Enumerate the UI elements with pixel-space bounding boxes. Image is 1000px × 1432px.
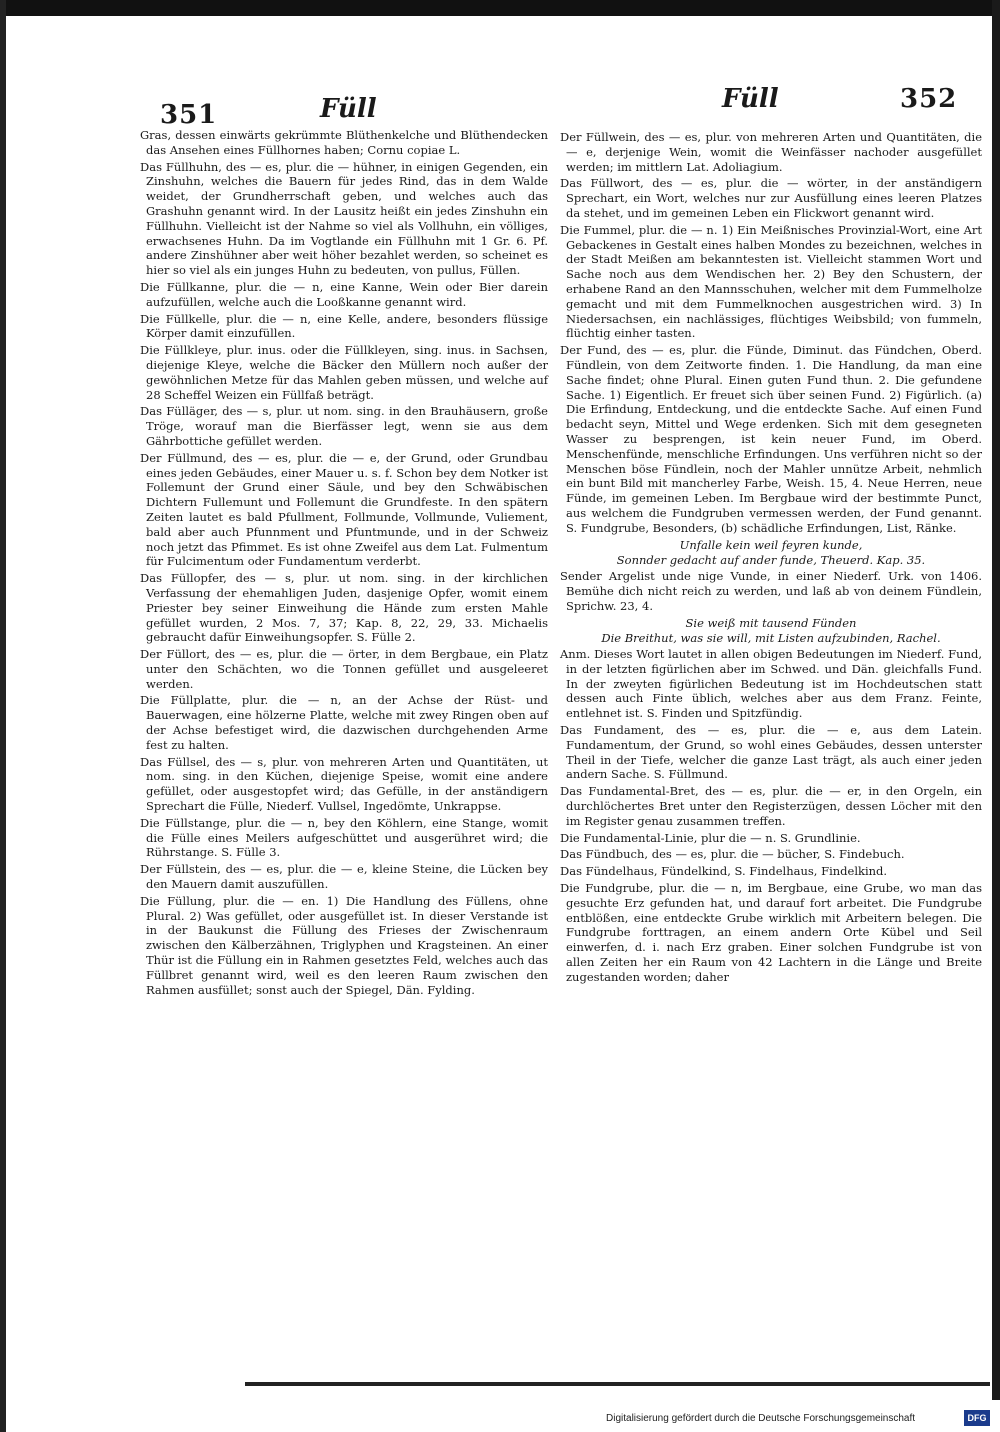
entry: Der Füllmund, des — es, plur. die — e, der Grund, oder Grundbau eines jeden Gebäudes, einer Mauer u. s. f. Schon bey dem Notker ist Follemunt der Grund einer Säule, und bey den Schwäbischen Dichtern Fullemunt und Follemunt die Grundfeste. In den spätern Zeiten lautet es bald Pfullment, Follmunde, Vollmunde, Vuliement, bald aber auch Pfunnment und Pfuntmunde, und in der Schweiz noch jetzt das Pfimmet. Es ist ohne Zweifel aus dem Lat. Fulmentum für Fulcimentum oder Fundamentum verderbt.	[140, 450, 548, 569]
entry: Die Füllplatte, plur. die — n, an der Achse der Rüst- und Bauerwagen, eine hölzerne Platte, welche mit zwey Ringen oben auf der Achse befestiget wird, die dazwischen durchgehenden Arme fest zu halten.	[140, 693, 548, 752]
entry: Die Fundgrube, plur. die — n, im Bergbaue, eine Grube, wo man das gesuchte Erz gefunden hat, und darauf fort arbeitet. Die Fundgrube entblößen, eine entdeckte Grube wirklich mit Arbeitern belegen. Die Fundgrube forttragen, an einem andern Orte Kübel und Seil einwerfen, d. i. nach Erz graben. Einer solchen Fundgrube ist von allen Zeiten her ein Raum von 42 Lachtern in die Länge und Breite zugestanden worden; daher	[560, 881, 982, 984]
scan-top-edge	[0, 0, 1000, 16]
verse-line: Sonnder gedacht auf ander funde, Theuerd. Kap. 35.	[616, 553, 926, 568]
entry: Das Fülläger, des — s, plur. ut nom. sing. in den Brauhäusern, große Tröge, worauf man die Bierfässer legt, wenn sie aus dem Gährbottiche gefüllet werden.	[140, 404, 548, 448]
entry: Gras, dessen einwärts gekrümmte Blüthenkelche und Blüthendecken das Ansehen eines Füllhornes haben; Cornu copiae L.	[140, 128, 548, 157]
entry: Der Füllstein, des — es, plur. die — e, kleine Steine, die Lücken bey den Mauern damit auszufüllen.	[140, 862, 548, 892]
scan-right-edge	[992, 0, 1000, 1400]
entry: Der Fund, des — es, plur. die Fünde, Diminut. das Fündchen, Oberd. Fündlein, von dem Zeitworte finden. 1. Die Handlung, da man eine Sache findet; ohne Plural. Einen guten Fund thun. 2. Die gefundene Sache. 1) Eigentlich. Er freuet sich über seinen Fund. 2) Figürlich. (a) Die Erfindung, Entdeckung, und die entdeckte Sache. Auf einen Fund bedacht seyn, Mittel und Wege erdenken. Sich mit dem gesegneten Wasser zu besprengen, ist kein neuer Fund, im Oberd. Menschenfünde, menschliche Erfindungen. Uns verführen nicht so der Menschen böse Fündlein, noch der Mahler unnütze Arbeit, nehmlich ein bunt Bild mit mancherley Farbe, Weish. 15, 4. Neue Herren, neue Fünde, im gemeinen Leben. Im Bergbaue wird der bestimmte Punct, aus welchem die Fundgruben vermessen werden, der Fund genannt. S. Fundgrube, Besonders, (b) schädliche Erfindungen, List, Ränke.	[560, 343, 982, 535]
entry: Die Füllstange, plur. die — n, bey den Köhlern, eine Stange, womit die Fülle eines Meilers aufgeschüttet und ausgerühret wird; die Rührstange. S. Fülle 3.	[140, 815, 548, 860]
entry: Die Füllkelle, plur. die — n, eine Kelle, andere, besonders flüssige Körper damit einzufüllen.	[140, 311, 548, 341]
entry: Das Fündbuch, des — es, plur. die — bücher, S. Findebuch.	[560, 847, 905, 862]
scan-left-edge	[0, 0, 6, 1432]
digitization-credit: Digitalisierung gefördert durch die Deutsche Forschungsgemeinschaft	[606, 1413, 916, 1424]
entry: Die Füllung, plur. die — en. 1) Die Handlung des Füllens, ohne Plural. 2) Was gefüllet, oder ausgefüllet ist. In dieser Verstande ist in der Baukunst die Füllung des Frieses der Zwischenraum zwischen den Kälberzähnen, Triglyphen und Kragsteinen. An einer Thür ist die Füllung ein in Rahmen gesetztes Feld, welches auch das Füllbret genannt wird, weil es den leeren Raum zwischen den Rahmen ausfüllet; sonst auch der Spiegel, Dän. Fylding.	[140, 893, 548, 997]
verse-line: Sie weiß mit tausend Fünden	[685, 615, 857, 630]
left-page-number: 351	[160, 100, 218, 130]
bottom-rule	[245, 1382, 990, 1386]
entry: Das Füllhuhn, des — es, plur. die — hühner, in einigen Gegenden, ein Zinshuhn, welches die Bauern für jedes Rind, das in dem Walde weidet, der Grundherrschaft geben, und welches auch das Grashuhn genannt wird. In der Lausitz heißt ein jedes Zinshuhn ein Füllhuhn. Vielleicht ist der Nahme so viel als Vollhuhn, ein völliges, erwachsenes Huhn. Da im Vogtlande ein Füllhuhn mit 1 Gr. 6. Pf. andere Zinshühner aber weit höher bezahlet werden, so scheinet es hier so viel als ein junges Huhn zu bedeuten, von pullus, Füllen.	[140, 159, 548, 278]
entry: Das Fündelhaus, Fündelkind, S. Findelhaus, Findelkind.	[560, 864, 888, 879]
entry: Das Füllwort, des — es, plur. die — wörter, in der anständigern Sprechart, ein Wort, welches nur zur Ausfüllung eines leeren Platzes da stehet, und im gemeinen Leben ein Flickwort genannt wird.	[560, 176, 982, 220]
entry: Das Fundamental-Bret, des — es, plur. die — er, in den Orgeln, ein durchlöchertes Bret unter den Registerzügen, dessen Löcher mit den im Register genau zusammen treffen.	[560, 784, 982, 828]
entry: Das Füllsel, des — s, plur. von mehreren Arten und Quantitäten, ut nom. sing. in den Küchen, diejenige Speise, womit eine andere gefüllet, oder ausgestopfet wird; das Gefülle, in der anständigern Sprechart die Fülle, Niederf. Vullsel, Ingedömte, Unkrappse.	[140, 754, 548, 814]
entry: Die Fundamental-Linie, plur die — n. S. Grundlinie.	[560, 830, 861, 845]
dfg-logo: DFG	[964, 1410, 990, 1426]
entry: Die Füllkleye, plur. inus. oder die Füllkleyen, sing. inus. in Sachsen, diejenige Kleye, welche die Bäcker den Müllern noch außer der gewöhnlichen Metze für das Mahlen geben müssen, und welche auf 28 Scheffel Weizen ein Füllfaß beträgt.	[140, 343, 548, 402]
entry: Der Füllwein, des — es, plur. von mehreren Arten und Quantitäten, die — e, derjenige Wein, womit die Weinfässer nachoder ausgefüllet werden; im mittlern Lat. Adoliagium.	[560, 130, 982, 174]
left-column	[140, 128, 548, 999]
left-running-head: Füll	[320, 94, 377, 124]
entry: Sender Argelist unde nige Vunde, in einer Niederf. Urk. von 1406. Bemühe dich nicht reich zu werden, und laß ab von deinem Fündlein, Sprichw. 23, 4.	[560, 569, 982, 613]
right-page-number: 352	[900, 84, 958, 114]
entry: Der Füllort, des — es, plur. die — örter, in dem Bergbaue, ein Platz unter den Schächten, wo die Tonnen gefüllet und ausgeleeret werden.	[140, 647, 548, 691]
right-running-head: Füll	[722, 84, 779, 114]
entry: Anm. Dieses Wort lautet in allen obigen Bedeutungen im Niederf. Fund, in der letzten figürlichen aber im Schwed. und Dän. gleichfalls Fund. In der zweyten figürlichen Bedeutung ist im Hochdeutschen statt dessen auch Finte üblich, welches aber aus dem Franz. Feinte, entlehnet ist. S. Finden und Spitzfündig.	[560, 647, 982, 721]
entry: Das Füllopfer, des — s, plur. ut nom. sing. in der kirchlichen Verfassung der ehemahligen Juden, dasjenige Opfer, womit einem Priester bey seiner Einweihung die Hände zum ersten Mahle gefüllet wurden, 2 Mos. 7, 37; Kap. 8, 22, 29, 33. Michaelis gebraucht dafür Einweihungsopfer. S. Fülle 2.	[140, 571, 548, 645]
entry: Die Fummel, plur. die — n. 1) Ein Meißnisches Provinzial-Wort, eine Art Gebackenes in Gestalt eines halben Mondes zu bezeichnen, welches in der Stadt Meißen am bekanntesten ist. Vielleicht stammen Wort und Sache noch aus dem Wendischen her. 2) Bey den Schustern, der erhabene Rand an den Mannsschuhen, welcher mit dem Fummelholze gemacht und mit dem Fummelknochen ausgestrichen wird. 3) In Niedersachsen, ein nachlässiges, flüchtiges Weibsbild; von fummeln, flüchtig einher tasten.	[560, 222, 982, 341]
entry: Das Fundament, des — es, plur. die — e, aus dem Latein. Fundamentum, der Grund, so wohl eines Gebäudes, dessen unterster Theil in der Tiefe, welcher die ganze Last trägt, als auch einer jeden andern Sache. S. Füllmund.	[560, 723, 982, 782]
right-column	[560, 130, 982, 987]
verse-line: Die Breithut, was sie will, mit Listen aufzubinden, Rachel.	[601, 631, 941, 646]
entry: Die Füllkanne, plur. die — n, eine Kanne, Wein oder Bier darein aufzufüllen, welche auch die Looßkanne genannt wird.	[140, 279, 548, 309]
verse-line: Unfalle kein weil feyren kunde,	[679, 537, 863, 552]
